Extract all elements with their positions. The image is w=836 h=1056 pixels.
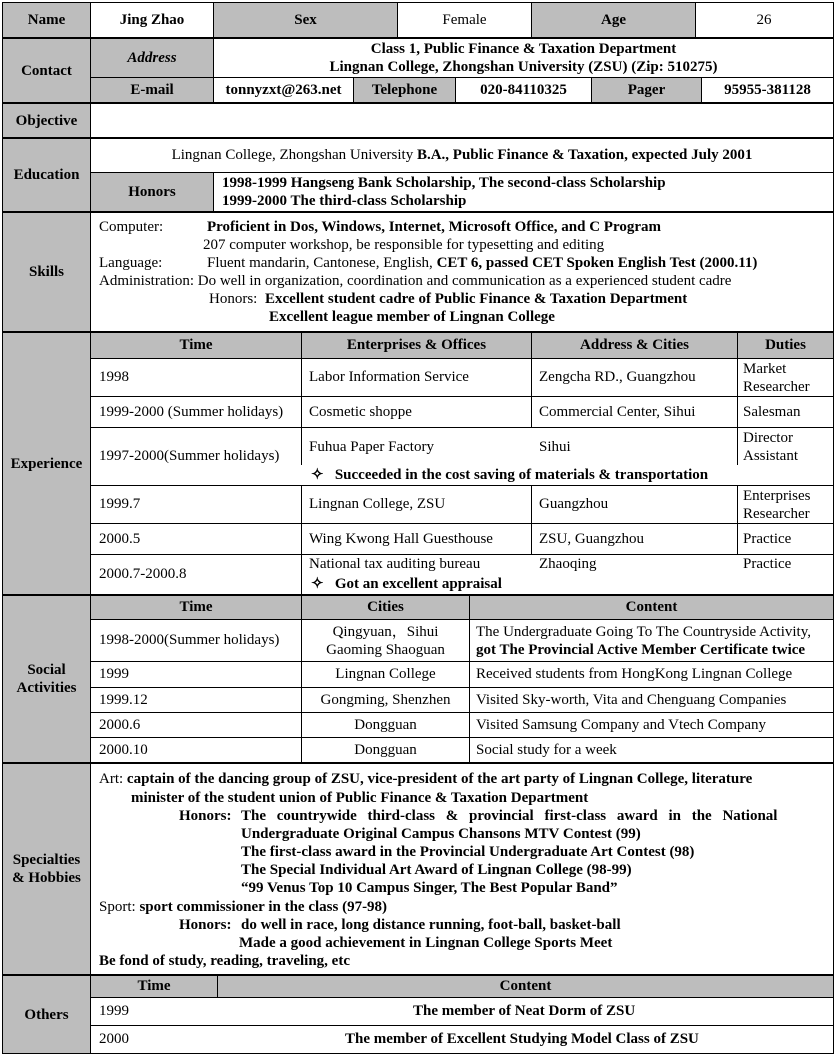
sport-text: sport commissioner in the class (97-98) bbox=[139, 899, 388, 915]
social-content: Visited Sky-worth, Vita and Chenguang Companies bbox=[469, 688, 833, 712]
column-divider bbox=[301, 485, 302, 554]
objective-label: Objective bbox=[3, 104, 91, 137]
objective-value bbox=[91, 104, 833, 137]
name-label: Name bbox=[3, 3, 91, 37]
social-time: 2000.10 bbox=[99, 741, 148, 758]
pager-label: Pager bbox=[591, 77, 701, 102]
experience-org: Labor Information Service bbox=[309, 369, 469, 385]
email-label: E-mail bbox=[91, 77, 213, 102]
sport-honor-item: do well in race, long distance running, foot-ball, basket-ball bbox=[241, 917, 621, 933]
experience-duty-line: Researcher bbox=[743, 505, 810, 522]
pager-value: 95955-381128 bbox=[701, 77, 833, 102]
experience-org: Fuhua Paper Factory bbox=[309, 438, 434, 455]
others-content: The member of Excellent Studying Model Class of ZSU bbox=[345, 1031, 699, 1047]
art-line bbox=[99, 770, 752, 788]
social-time: 2000.6 bbox=[99, 716, 141, 733]
social-section bbox=[2, 595, 834, 763]
education-section bbox=[2, 138, 834, 212]
others-header-content: Content bbox=[217, 976, 833, 997]
art-label: Art: bbox=[99, 771, 124, 787]
experience-note bbox=[311, 575, 502, 593]
education-content bbox=[91, 139, 833, 211]
social-content-line: got The Provincial Active Member Certificate twice bbox=[476, 641, 806, 658]
others-time: 1999 bbox=[99, 1003, 129, 1019]
column-divider bbox=[301, 358, 302, 427]
social-city: Dongguan bbox=[301, 713, 469, 737]
experience-place: Sihui bbox=[539, 438, 571, 455]
fond-line: Be fond of study, reading, traveling, etc bbox=[99, 953, 350, 969]
sport-honors-label: Honors: bbox=[179, 917, 232, 933]
social-label-line: Activities bbox=[16, 680, 77, 696]
table-row bbox=[91, 661, 833, 687]
skills-honor-item: Excellent student cadre of Public Finance & Taxation Department bbox=[265, 291, 688, 307]
table-row bbox=[91, 358, 833, 396]
skills-language-plain: Fluent mandarin, Cantonese, English, bbox=[207, 255, 433, 271]
social-content-line: The Undergraduate Going To The Countryside Activity, bbox=[476, 623, 812, 640]
skills-admin bbox=[99, 272, 731, 290]
others-header-time: Time bbox=[91, 976, 217, 997]
education-honors-label: Honors bbox=[91, 172, 213, 211]
column-divider bbox=[737, 427, 738, 465]
education-honor-item: 1999-2000 The third-class Scholarship bbox=[222, 193, 467, 209]
social-content: Received students from HongKong Lingnan College bbox=[469, 662, 833, 687]
experience-place: Zhaoqing bbox=[539, 556, 597, 572]
experience-duty bbox=[737, 486, 833, 523]
social-content: Visited Samsung Company and Vtech Company bbox=[469, 713, 833, 737]
address-line1: Class 1, Public Finance & Taxation Department bbox=[370, 41, 677, 57]
skills-honors-label: Honors: bbox=[209, 291, 258, 307]
art-honor-item: “99 Venus Top 10 Campus Singer, The Best Popular Band” bbox=[241, 880, 618, 896]
column-divider bbox=[531, 485, 532, 554]
experience-note-text: Got an excellent appraisal bbox=[334, 576, 502, 592]
experience-duty: Practice bbox=[743, 530, 792, 547]
social-city-line: Gaoming Shaoguan bbox=[326, 641, 445, 658]
experience-place: Commercial Center, Sihui bbox=[539, 403, 696, 420]
header-section bbox=[2, 2, 834, 38]
email-value: tonnyzxt@263.net bbox=[213, 77, 353, 102]
art-honor-item: The Special Individual Art Award of Lingnan College (98-99) bbox=[241, 862, 632, 878]
education-label: Education bbox=[3, 139, 91, 211]
social-header-time: Time bbox=[91, 596, 301, 619]
contact-label: Contact bbox=[3, 39, 91, 102]
education-honor-item: 1998-1999 Hangseng Bank Scholarship, The second-class Scholarship bbox=[222, 175, 666, 191]
sex-label: Sex bbox=[213, 3, 397, 37]
experience-org: Lingnan College, ZSU bbox=[309, 496, 446, 512]
sport-label: Sport: bbox=[99, 899, 136, 915]
table-row bbox=[91, 1025, 833, 1053]
specialties-content bbox=[91, 764, 833, 974]
table-row bbox=[91, 523, 833, 554]
experience-time: 1997-2000(Summer holidays) bbox=[99, 448, 280, 464]
experience-duty-line: Assistant bbox=[743, 448, 799, 464]
table-row bbox=[91, 619, 833, 661]
column-divider bbox=[301, 427, 302, 465]
experience-label: Experience bbox=[3, 333, 91, 594]
experience-header-place: Address & Cities bbox=[531, 333, 737, 358]
social-label bbox=[3, 596, 91, 762]
skills-label: Skills bbox=[3, 213, 91, 331]
experience-header-duties: Duties bbox=[737, 333, 833, 358]
column-divider bbox=[737, 485, 738, 554]
table-row bbox=[91, 396, 833, 427]
social-city: Gongming, Shenzhen bbox=[301, 688, 469, 712]
social-label-line: Social bbox=[27, 662, 66, 678]
telephone-value: 020-84110325 bbox=[455, 77, 591, 102]
name-value: Jing Zhao bbox=[119, 11, 185, 28]
experience-time: 1999-2000 (Summer holidays) bbox=[99, 403, 284, 420]
education-school: Lingnan College, Zhongshan University bbox=[171, 147, 414, 163]
social-time: 1998-2000(Summer holidays) bbox=[99, 632, 280, 648]
table-row bbox=[91, 687, 833, 712]
skills-language-label: Language: bbox=[99, 255, 163, 271]
telephone-label: Telephone bbox=[353, 77, 455, 102]
social-header-content: Content bbox=[469, 596, 833, 619]
experience-org: Cosmetic shoppe bbox=[309, 403, 412, 420]
column-divider bbox=[737, 358, 738, 427]
contact-content bbox=[91, 39, 833, 102]
art-honor-item: The countrywide third-class & provincial first-class award in the National bbox=[241, 808, 778, 824]
experience-time: 2000.5 bbox=[99, 530, 141, 547]
social-table bbox=[91, 596, 833, 762]
address-value bbox=[213, 39, 833, 77]
skills-computer-label: Computer: bbox=[99, 219, 164, 235]
education-honors-list bbox=[213, 172, 833, 211]
experience-header-org: Enterprises & Offices bbox=[301, 333, 531, 358]
table-row bbox=[91, 485, 833, 523]
specialties-label bbox=[3, 764, 91, 974]
others-section bbox=[2, 975, 834, 1054]
art-honor-item: The first-class award in the Provincial Undergraduate Art Contest (98) bbox=[241, 844, 695, 860]
experience-duty: Practice bbox=[743, 556, 792, 572]
art-text: captain of the dancing group of ZSU, vice-president of the art party of Lingnan College, literature bbox=[126, 771, 753, 787]
experience-note-text: Succeeded in the cost saving of materials & transportation bbox=[334, 467, 709, 483]
experience-place: Guangzhou bbox=[539, 496, 609, 512]
social-time: 1999 bbox=[99, 666, 129, 682]
table-row bbox=[91, 554, 833, 594]
skills-honor-item: Excellent league member of Lingnan College bbox=[269, 309, 555, 325]
experience-duty bbox=[737, 428, 833, 466]
experience-time: 2000.7-2000.8 bbox=[99, 566, 187, 582]
skills-content bbox=[91, 213, 833, 331]
others-time: 2000 bbox=[99, 1031, 129, 1047]
age-label: Age bbox=[531, 3, 695, 37]
experience-duty bbox=[737, 359, 833, 396]
art-honor-item: Undergraduate Original Campus Chansons MTV Contest (99) bbox=[241, 826, 641, 842]
table-row bbox=[91, 712, 833, 737]
education-degree-line bbox=[91, 139, 833, 172]
experience-duty-line: Researcher bbox=[743, 378, 810, 395]
age-value: 26 bbox=[695, 3, 832, 37]
experience-time: 1998 bbox=[99, 369, 129, 385]
table-row bbox=[91, 737, 833, 762]
social-city: Dongguan bbox=[301, 738, 469, 762]
skills-section bbox=[2, 212, 834, 332]
contact-section bbox=[2, 38, 834, 103]
art-honors-label: Honors: bbox=[179, 808, 232, 824]
social-header-cities: Cities bbox=[301, 596, 469, 619]
experience-table bbox=[91, 333, 833, 594]
experience-header-time: Time bbox=[91, 333, 301, 358]
experience-org: Wing Kwong Hall Guesthouse bbox=[309, 530, 493, 547]
others-content: The member of Neat Dorm of ZSU bbox=[413, 1003, 636, 1019]
experience-org: National tax auditing bureau bbox=[309, 556, 481, 572]
specialties-label-line: & Hobbies bbox=[12, 870, 81, 886]
experience-place: Zengcha RD., Guangzhou bbox=[539, 369, 696, 385]
skills-language-bold: CET 6, passed CET Spoken English Test (2000.11) bbox=[436, 255, 758, 271]
address-label: Address bbox=[91, 39, 213, 77]
education-degree: B.A., Public Finance & Taxation, expected July 2001 bbox=[416, 147, 753, 163]
table-row bbox=[91, 997, 833, 1025]
others-label: Others bbox=[3, 976, 91, 1053]
experience-duty-line: Director bbox=[743, 430, 793, 446]
skills-admin-label: Administration: bbox=[99, 273, 194, 289]
social-content bbox=[469, 620, 833, 661]
sex-value: Female bbox=[397, 3, 531, 37]
sport-line bbox=[99, 898, 387, 916]
skills-language-value bbox=[207, 254, 757, 272]
experience-duty: Salesman bbox=[743, 403, 801, 420]
experience-duty-line: Enterprises bbox=[743, 487, 811, 504]
diamond-icon: ✧ bbox=[311, 467, 324, 483]
social-time: 1999.12 bbox=[99, 691, 148, 708]
column-divider bbox=[301, 554, 302, 594]
specialties-label-line: Specialties bbox=[12, 852, 81, 868]
skills-admin-value: Do well in organization, coordination and communication as a experienced student cadre bbox=[197, 273, 732, 289]
column-divider bbox=[531, 358, 532, 427]
social-city-line: Qingyuan，Sihui bbox=[332, 623, 439, 640]
experience-duty-line: Market bbox=[743, 360, 787, 377]
sport-honor-item: Made a good achievement in Lingnan College Sports Meet bbox=[239, 935, 613, 951]
social-city bbox=[301, 620, 469, 661]
social-city: Lingnan College bbox=[301, 662, 469, 687]
diamond-icon: ✧ bbox=[311, 576, 324, 592]
experience-note bbox=[311, 466, 708, 484]
table-row bbox=[91, 427, 833, 485]
objective-section bbox=[2, 103, 834, 138]
experience-time: 1999.7 bbox=[99, 496, 141, 512]
skills-computer-detail: 207 computer workshop, be responsible for typesetting and editing bbox=[203, 237, 605, 253]
experience-place: ZSU, Guangzhou bbox=[539, 530, 644, 547]
skills-computer-value: Proficient in Dos, Windows, Internet, Microsoft Office, and C Program bbox=[207, 219, 661, 235]
others-table bbox=[91, 976, 833, 1053]
art-text-continued: minister of the student union of Public Finance & Taxation Department bbox=[131, 790, 589, 806]
experience-section bbox=[2, 332, 834, 595]
social-content: Social study for a week bbox=[469, 738, 833, 762]
specialties-section bbox=[2, 763, 834, 975]
address-line2: Lingnan College, Zhongshan University (ZSU) (Zip: 510275) bbox=[329, 59, 718, 75]
